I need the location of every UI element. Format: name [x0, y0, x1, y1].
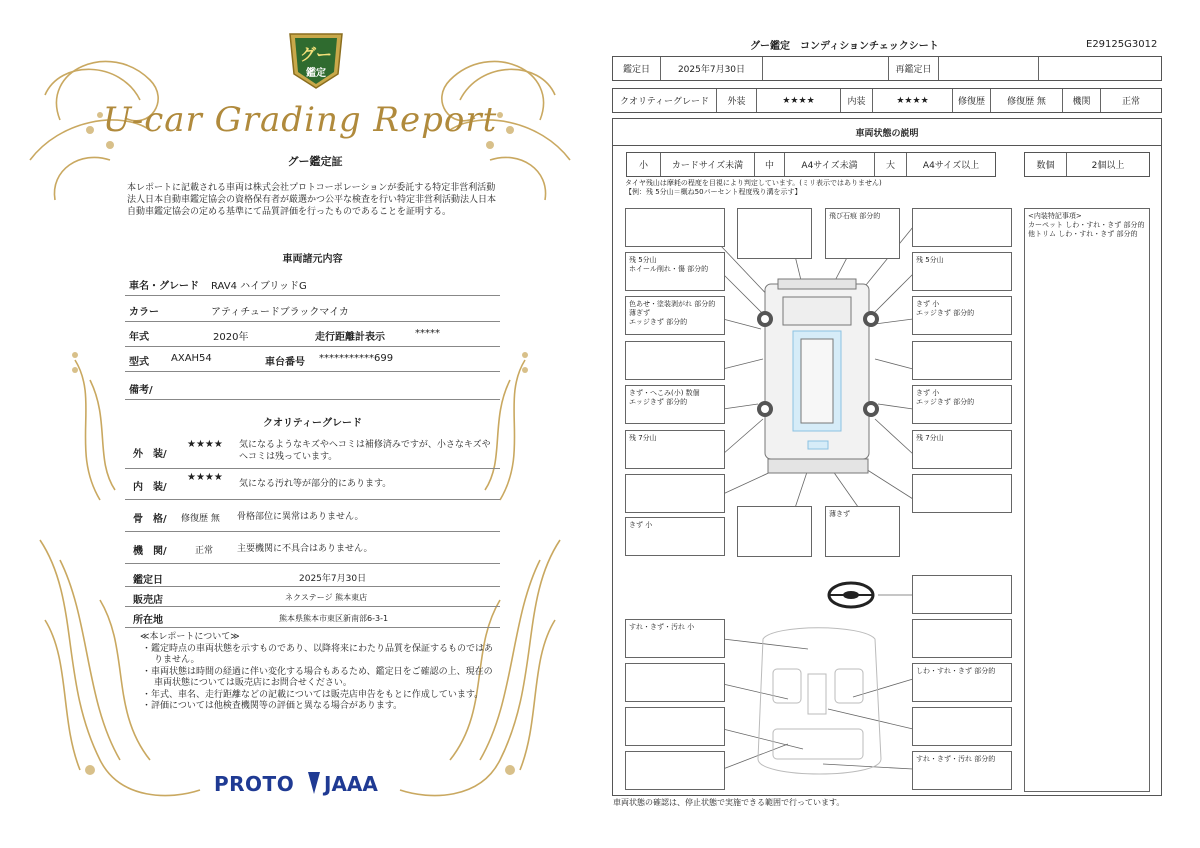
legend-mid-desc: A4サイズ未満 — [785, 153, 875, 176]
date-value: 2025年7月30日 — [661, 57, 763, 80]
condition-box — [737, 506, 812, 557]
condition-box-right-rear — [912, 385, 1012, 424]
condition-box — [625, 341, 725, 380]
condition-box-left-rear — [625, 385, 725, 424]
address-value: 熊本県熊本市東区新南部6-3-1 — [279, 614, 389, 623]
condition-text: エッジきず 部分的 — [916, 309, 975, 317]
engine-label: 機関 — [1063, 89, 1101, 112]
condition-text: エッジきず 部分的 — [916, 398, 975, 406]
sheet-code: E29125G3012 — [1086, 39, 1158, 50]
grade-label: クオリティーグレード — [613, 89, 717, 112]
engine-value: 正常 — [1121, 97, 1140, 107]
re-date-label: 再鑑定日 — [889, 57, 939, 80]
condition-box-rear-left-tire — [625, 430, 725, 469]
frame-desc: 骨格部位に異常はありません。 — [237, 512, 364, 522]
date-label: 鑑定日 — [133, 575, 163, 586]
condition-box — [625, 663, 725, 702]
condition-text: しわ・すれ・きず 部分的 — [916, 667, 996, 675]
condition-box-left-front — [625, 296, 725, 335]
vehicle-condition-panel — [612, 118, 1162, 796]
steering-wheel-icon — [829, 583, 873, 607]
jaaa-logo: JAAA — [324, 772, 378, 796]
chassis-label: 車台番号 — [265, 357, 305, 368]
grade-row-exterior — [125, 433, 500, 469]
condition-text: すれ・きず・汚れ 部分的 — [916, 755, 996, 763]
interior-stars: ★★★★ — [187, 472, 223, 483]
legend-count-desc: 2個以上 — [1091, 161, 1125, 171]
badge-text: グー — [299, 45, 333, 64]
condition-text: きず・へこみ(小) 数個 — [629, 389, 700, 397]
remarks-label: 備考/ — [129, 385, 153, 396]
condition-text: 飛び石痕 部分的 — [829, 212, 881, 220]
condition-box — [912, 707, 1012, 746]
tire-note-line2: 【例：残 5分山＝概ね50パーセント程度残り溝を示す】 — [625, 188, 802, 196]
info-row-address — [125, 608, 500, 628]
ext-stars: ★★★★ — [757, 89, 841, 112]
spec-row-color — [125, 298, 500, 322]
sheet-footer: 車両状態の確認は、停止状態で実施できる範囲で行っています。 — [613, 798, 845, 807]
spec-row-year — [125, 323, 500, 347]
condition-box — [625, 707, 725, 746]
certificate-title: グー鑑定証 — [287, 155, 343, 168]
condition-box-rear-right-tire — [912, 430, 1012, 469]
condition-text: 残 5分山 — [629, 256, 657, 264]
frame-value: 修復歴 無 — [181, 514, 220, 524]
re-date-value — [939, 57, 1039, 80]
goo-kantei-badge — [286, 30, 346, 92]
year-value: 2020年 — [213, 332, 249, 343]
jaaa-mark-icon — [306, 770, 322, 796]
interior-remarks-box — [1024, 208, 1150, 792]
condition-box-rear-left — [625, 517, 725, 556]
interior-label: 内 装/ — [133, 482, 167, 493]
color-value: アティチュードブラックマイカ — [211, 307, 349, 318]
condition-text: 薄きず — [829, 510, 850, 518]
engine-value: 正常 — [195, 546, 214, 556]
name-label: 車名・グレード — [129, 281, 199, 292]
legend-count: 数個 — [1025, 153, 1067, 176]
mileage-label: 走行距離計表示 — [315, 332, 385, 343]
remarks-line: カーペット しわ・すれ・きず 部分的 — [1028, 221, 1145, 229]
condition-box — [912, 474, 1012, 513]
condition-box-interior-left — [625, 619, 725, 658]
engine-desc: 主要機関に不具合はありません。 — [237, 544, 373, 554]
exterior-stars: ★★★★ — [187, 439, 223, 450]
grade-row-frame — [125, 502, 500, 532]
chassis-value: ***********699 — [319, 353, 394, 364]
condition-box — [625, 474, 725, 513]
mileage-value: ***** — [415, 328, 440, 339]
date-value: 2025年7月30日 — [299, 574, 367, 584]
condition-box-front-left-tire — [625, 252, 725, 291]
date-table — [612, 56, 1162, 81]
condition-box — [912, 619, 1012, 658]
year-label: 年式 — [129, 332, 149, 343]
info-row-store — [125, 588, 500, 607]
panel-title: 車両状態の説明 — [613, 119, 1161, 146]
footer-logos — [214, 768, 414, 800]
condition-text: エッジきず 部分的 — [629, 398, 688, 406]
condition-text: きず 小 — [916, 300, 940, 308]
legend-small-desc: カードサイズ未満 — [661, 153, 755, 176]
proto-logo: PROTO — [214, 772, 295, 796]
spec-row-remarks — [125, 374, 500, 400]
sheet-title: グー鑑定 コンディションチェックシート — [750, 41, 939, 52]
address-label: 所在地 — [133, 615, 163, 626]
condition-box-interior-right — [912, 663, 1012, 702]
script-title: U-car Grading Report — [102, 100, 498, 140]
legend-large: 大 — [875, 153, 907, 176]
repair-value: 修復歴 無 — [991, 89, 1063, 112]
condition-box — [625, 751, 725, 790]
spec-heading: 車両諸元内容 — [282, 254, 343, 265]
condition-text: 残 7分山 — [916, 434, 944, 442]
spec-row-name — [125, 272, 500, 296]
note-item: ・車両状態は時間の経過に伴い変化する場合もあるため、鑑定日をご確認の上、現在の車両状態については販売店にお問合せください。 — [142, 666, 493, 688]
exterior-desc: 気になるようなキズやヘコミは補修済みですが、小さなキズやヘコミは残っています。 — [239, 440, 491, 462]
store-value: ネクステージ 熊本東店 — [285, 593, 368, 602]
info-row-date — [125, 566, 500, 587]
grade-row-interior — [125, 470, 500, 500]
re-date-empty — [1039, 57, 1161, 80]
model-value: AXAH54 — [171, 353, 212, 364]
grade-table — [612, 88, 1162, 113]
condition-box — [737, 208, 812, 259]
int-stars: ★★★★ — [873, 89, 953, 112]
model-label: 型式 — [129, 357, 149, 368]
legend-large-desc: A4サイズ以上 — [922, 161, 980, 171]
note-item: ・年式、車名、走行距離などの記載については販売店申告をもとに作成しています。 — [142, 689, 484, 700]
name-value: RAV4 ハイブリッドG — [211, 281, 307, 292]
condition-text: きず 小 — [916, 389, 940, 397]
condition-text: すれ・きず・汚れ 小 — [629, 623, 695, 631]
condition-text: 残 5分山 — [916, 256, 944, 264]
frame-label: 骨 格/ — [133, 514, 167, 525]
condition-text: ホイール削れ・傷 部分的 — [629, 265, 709, 273]
int-label: 内装 — [841, 89, 873, 112]
date-label: 鑑定日 — [613, 57, 661, 80]
spec-row-model — [125, 348, 500, 372]
date-empty — [763, 57, 889, 80]
remarks-line: 他トリム しわ・すれ・きず 部分的 — [1028, 230, 1138, 238]
interior-desc: 気になる汚れ等が部分的にあります。 — [239, 479, 392, 489]
tire-note-line1: タイヤ残山は摩耗の程度を目視により判定しています。(ミリ表示ではありません) — [625, 179, 882, 187]
notes-title: ≪本レポートについて≫ — [140, 632, 240, 642]
condition-text: 薄ぎず — [629, 309, 650, 317]
condition-text: きず 小 — [629, 521, 653, 529]
certificate-intro: 本レポートに記載される車両は株式会社プロトコーポレーションが委託する特定非営利活動法人日本自動車鑑定協会の資格保有者が厳選かつ公平な検査を行い特定非営利活動法人日本自動車鑑定協会の定める基準にて品質評価を行ったものであることを証明する。 — [127, 183, 497, 217]
condition-box — [912, 341, 1012, 380]
grade-heading: クオリティーグレード — [263, 418, 362, 429]
note-item: ・鑑定時点の車両状態を示すものであり、以降将来にわたり品質を保証するものではありません。 — [142, 643, 494, 665]
condition-check-sheet — [600, 0, 1200, 848]
legend-mid: 中 — [755, 153, 785, 176]
note-item: ・評価については他検査機関等の評価と異なる場合があります。 — [142, 701, 403, 711]
condition-box-right-front — [912, 296, 1012, 335]
ext-label: 外装 — [717, 89, 757, 112]
condition-box — [912, 575, 1012, 614]
condition-box-rear-center — [825, 506, 900, 557]
condition-text: 色あせ・塗装剥がれ 部分的 — [629, 300, 716, 308]
repair-label: 修復歴 — [953, 89, 991, 112]
condition-box-front-right-tire — [912, 252, 1012, 291]
engine-label: 機 関/ — [133, 546, 167, 557]
condition-box-interior-bottom — [912, 751, 1012, 790]
color-label: カラー — [129, 307, 159, 318]
condition-text: 残 7分山 — [629, 434, 657, 442]
store-label: 販売店 — [133, 595, 163, 606]
exterior-label: 外 装/ — [133, 449, 167, 460]
condition-box — [912, 208, 1012, 247]
condition-text: エッジきず 部分的 — [629, 318, 688, 326]
legend-small: 小 — [627, 153, 661, 176]
condition-box — [625, 208, 725, 247]
remarks-title: <内装特記事項> — [1028, 212, 1082, 220]
badge-subtext: 鑑定 — [306, 68, 326, 79]
grade-row-engine — [125, 534, 500, 564]
report-notes — [140, 632, 500, 713]
condition-box-top-center — [825, 208, 900, 259]
